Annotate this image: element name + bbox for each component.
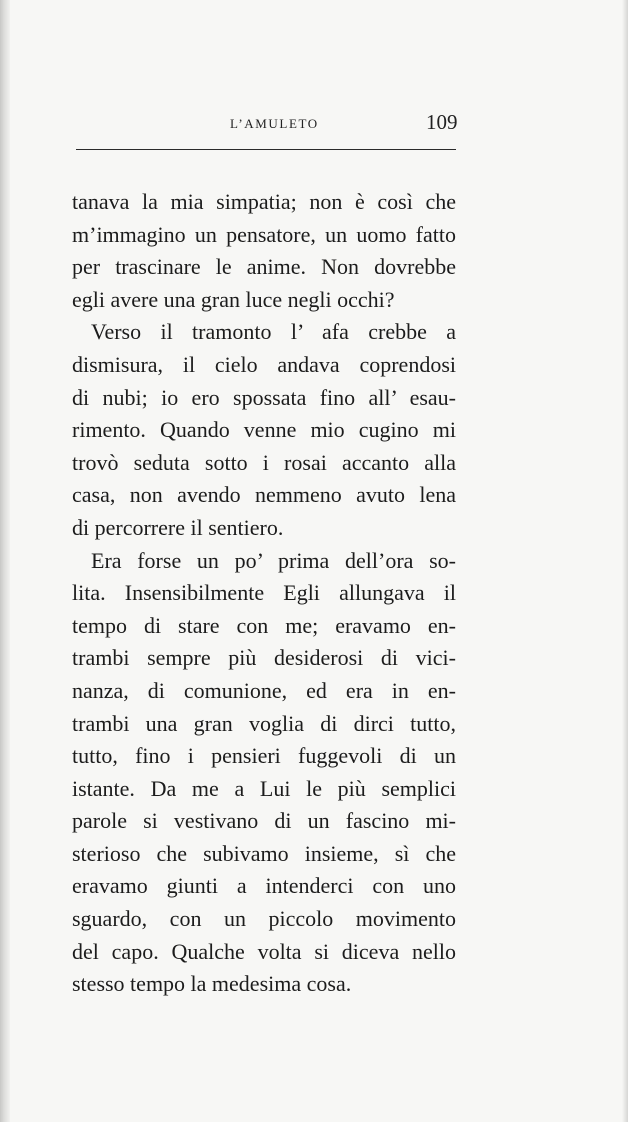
- header-rule: [76, 149, 456, 150]
- text-line: tempo di stare con me; eravamo en-: [72, 612, 456, 638]
- text-line: trovò seduta sotto i rosai accanto alla: [72, 449, 456, 475]
- text-line: eravamo giunti a intenderci con uno: [72, 873, 456, 899]
- text-line: istante. Da me a Lui le più semplici: [72, 775, 456, 801]
- text-line: di percorrere il sentiero.: [72, 514, 284, 540]
- text-line: sguardo, con un piccolo movimento: [72, 906, 456, 932]
- body-text: [72, 186, 456, 1001]
- text-line: rimento. Quando venne mio cugino mi: [72, 417, 456, 443]
- text-line: nanza, di comunione, ed era in en-: [72, 677, 456, 703]
- text-line: Verso il tramonto l’ afa crebbe a: [91, 319, 456, 345]
- text-line: m’immagino un pensatore, un uomo fatto: [72, 221, 456, 247]
- text-line: egli avere una gran luce negli occhi?: [72, 286, 395, 312]
- text-line: stesso tempo la medesima cosa.: [72, 971, 352, 997]
- page-gutter-shadow: [0, 0, 10, 1122]
- text-line: dismisura, il cielo andava coprendosi: [72, 351, 456, 377]
- text-line: trambi sempre più desiderosi di vici-: [72, 645, 456, 671]
- running-title: L’AMULETO: [230, 116, 319, 131]
- text-line: lita. Insensibilmente Egli allungava il: [72, 580, 456, 606]
- text-line: Era forse un po’ prima dell’ora so-: [91, 547, 456, 573]
- text-line: casa, non avendo nemmeno avuto lena: [72, 482, 456, 508]
- text-line: trambi una gran voglia di dirci tutto,: [72, 710, 456, 736]
- text-line: di nubi; io ero spossata fino all’ esau-: [72, 384, 456, 410]
- text-line: tutto, fino i pensieri fuggevoli di un: [72, 743, 456, 769]
- text-line: del capo. Qualche volta si diceva nello: [72, 938, 456, 964]
- text-line: sterioso che subivamo insieme, sì che: [72, 840, 456, 866]
- text-line: parole si vestivano di un fascino mi-: [72, 808, 456, 834]
- page-edge-shadow: [622, 0, 628, 1122]
- text-line: per trascinare le anime. Non dovrebbe: [72, 254, 456, 280]
- text-line: tanava la mia simpatia; non è così che: [72, 189, 456, 214]
- page-number: 109: [426, 110, 458, 134]
